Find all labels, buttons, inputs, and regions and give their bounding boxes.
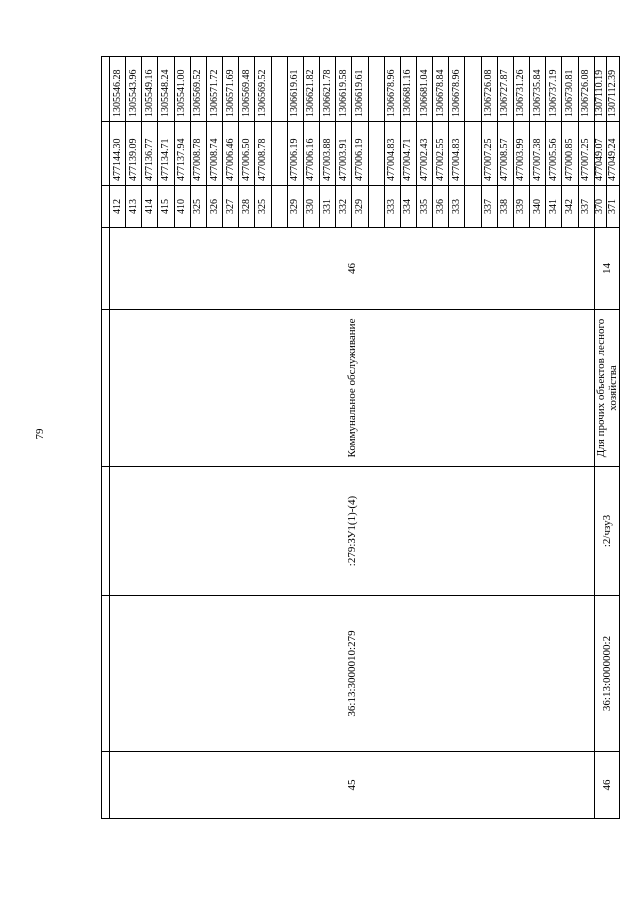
coordinate-x-cell: 477008.78 xyxy=(255,122,271,186)
point-number-cell: 329 xyxy=(352,186,368,228)
point-number-cell: 341 xyxy=(546,186,562,228)
stub-cell xyxy=(102,57,110,122)
coordinate-x-cell: 477049.07 xyxy=(594,122,607,186)
stub-cell xyxy=(102,186,110,228)
point-number-cell: 333 xyxy=(384,186,400,228)
point-number-cell: 412 xyxy=(110,186,126,228)
area-cell: 14 xyxy=(594,228,619,310)
coordinate-x-cell: 477006.50 xyxy=(239,122,255,186)
coordinate-y-cell: 1306621.78 xyxy=(320,57,336,122)
page-number: 79 xyxy=(34,428,46,440)
point-number-cell: 329 xyxy=(287,186,303,228)
coordinate-x-cell: 477006.19 xyxy=(352,122,368,186)
point-number-cell: 337 xyxy=(481,186,497,228)
coordinate-y-cell: 1305549.16 xyxy=(142,57,158,122)
coordinates-table-container xyxy=(101,57,619,819)
coordinate-x-cell: 477007.38 xyxy=(530,122,546,186)
point-number-cell: 333 xyxy=(449,186,465,228)
coordinate-x-cell xyxy=(368,122,384,186)
point-number-cell: 340 xyxy=(530,186,546,228)
point-number-cell: 342 xyxy=(562,186,578,228)
coordinate-x-cell: 477000.85 xyxy=(562,122,578,186)
coordinate-x-cell: 477008.74 xyxy=(206,122,222,186)
coordinate-x-cell: 477136.77 xyxy=(142,122,158,186)
coordinate-x-cell: 477137.94 xyxy=(174,122,190,186)
coordinate-y-cell: 1306727.87 xyxy=(497,57,513,122)
stub-cell xyxy=(102,467,110,596)
point-number-cell: 331 xyxy=(320,186,336,228)
coordinate-x-cell: 477139.09 xyxy=(126,122,142,186)
coordinate-y-cell: 1306621.82 xyxy=(303,57,319,122)
point-number-cell xyxy=(271,186,287,228)
coordinate-y-cell: 1306731.26 xyxy=(513,57,529,122)
coordinate-x-cell: 477008.78 xyxy=(190,122,206,186)
land-plot-designation-cell: :279:ЗУ1(1)-(4) xyxy=(110,467,595,596)
coordinate-y-cell: 1305541.00 xyxy=(174,57,190,122)
coordinate-x-cell: 477002.43 xyxy=(416,122,432,186)
point-number-cell: 370 xyxy=(594,186,607,228)
coordinate-y-cell: 1306569.48 xyxy=(239,57,255,122)
point-number-cell: 325 xyxy=(190,186,206,228)
stub-cell xyxy=(102,752,110,819)
stub-cell xyxy=(102,596,110,752)
point-number-cell: 328 xyxy=(239,186,255,228)
coordinate-y-cell: 1307110.19 xyxy=(594,57,607,122)
coordinate-x-cell xyxy=(271,122,287,186)
coordinate-x-cell: 477005.56 xyxy=(546,122,562,186)
coordinate-y-cell: 1306681.04 xyxy=(416,57,432,122)
cadastral-number-cell: 36:13:0000000:2 xyxy=(594,596,619,752)
point-number-cell: 334 xyxy=(400,186,416,228)
point-number-cell: 330 xyxy=(303,186,319,228)
land-plot-designation-cell: :2/чзу3 xyxy=(594,467,619,596)
coordinate-y-cell: 1306681.16 xyxy=(400,57,416,122)
coordinate-y-cell: 1305548.24 xyxy=(158,57,174,122)
coordinate-y-cell: 1306730.81 xyxy=(562,57,578,122)
point-number-cell xyxy=(465,186,481,228)
coordinate-x-cell: 477144.30 xyxy=(110,122,126,186)
coordinate-y-cell: 1306735.84 xyxy=(530,57,546,122)
coordinate-x-cell: 477004.83 xyxy=(449,122,465,186)
cadastral-number-cell: 36:13:3000010:279 xyxy=(110,596,595,752)
point-number-cell: 332 xyxy=(336,186,352,228)
coordinate-x-cell: 477003.99 xyxy=(513,122,529,186)
point-number-cell: 414 xyxy=(142,186,158,228)
point-number-cell: 336 xyxy=(433,186,449,228)
point-number-cell: 415 xyxy=(158,186,174,228)
coordinate-x-cell: 477003.88 xyxy=(320,122,336,186)
coordinate-y-cell: 1306726.08 xyxy=(481,57,497,122)
stub-cell xyxy=(102,122,110,186)
permitted-use-cell: Для прочих объектов лесного хозяйства xyxy=(594,310,619,467)
table-body xyxy=(102,57,620,819)
coordinate-x-cell: 477004.71 xyxy=(400,122,416,186)
point-number-cell: 325 xyxy=(255,186,271,228)
coordinate-x-cell: 477006.19 xyxy=(287,122,303,186)
coordinate-x-cell: 477006.46 xyxy=(223,122,239,186)
coordinate-y-cell: 1306619.61 xyxy=(352,57,368,122)
point-number-cell xyxy=(368,186,384,228)
coordinate-x-cell: 477002.55 xyxy=(433,122,449,186)
coordinate-y-cell: 1306569.52 xyxy=(255,57,271,122)
point-number-cell: 371 xyxy=(607,186,620,228)
coordinate-y-cell: 1306678.96 xyxy=(384,57,400,122)
coordinate-y-cell xyxy=(368,57,384,122)
point-number-cell: 339 xyxy=(513,186,529,228)
coordinate-y-cell: 1306737.19 xyxy=(546,57,562,122)
coordinate-x-cell xyxy=(465,122,481,186)
coordinate-y-cell: 1305543.96 xyxy=(126,57,142,122)
coordinate-x-cell: 477008.57 xyxy=(497,122,513,186)
point-number-cell: 326 xyxy=(206,186,222,228)
point-number-cell: 335 xyxy=(416,186,432,228)
coordinate-y-cell: 1306726.08 xyxy=(578,57,594,122)
stub-cell xyxy=(102,228,110,310)
coordinate-y-cell: 1306619.58 xyxy=(336,57,352,122)
coordinate-y-cell: 1306571.69 xyxy=(223,57,239,122)
coordinate-x-cell: 477134.71 xyxy=(158,122,174,186)
coordinate-x-cell: 477007.25 xyxy=(481,122,497,186)
table-row xyxy=(110,57,126,819)
stub-cell xyxy=(102,310,110,467)
point-number-cell: 327 xyxy=(223,186,239,228)
coordinate-y-cell xyxy=(271,57,287,122)
coordinates-table xyxy=(101,56,620,819)
permitted-use-cell: Коммунальное обслуживание xyxy=(110,310,595,467)
coordinates-table-rotated xyxy=(101,57,619,819)
point-number-cell: 410 xyxy=(174,186,190,228)
coordinate-x-cell: 477007.25 xyxy=(578,122,594,186)
point-number-cell: 337 xyxy=(578,186,594,228)
coordinate-y-cell: 1306571.72 xyxy=(206,57,222,122)
coordinate-x-cell: 477006.16 xyxy=(303,122,319,186)
coordinate-x-cell: 477004.83 xyxy=(384,122,400,186)
entry-number-cell: 46 xyxy=(594,752,619,819)
table-row xyxy=(594,57,607,819)
point-number-cell: 413 xyxy=(126,186,142,228)
coordinate-y-cell: 1306678.84 xyxy=(433,57,449,122)
coordinate-y-cell xyxy=(465,57,481,122)
area-cell: 46 xyxy=(110,228,595,310)
entry-number-cell: 45 xyxy=(110,752,595,819)
coordinate-y-cell: 1306569.52 xyxy=(190,57,206,122)
coordinate-y-cell: 1306619.61 xyxy=(287,57,303,122)
coordinate-y-cell: 1305546.28 xyxy=(110,57,126,122)
coordinate-y-cell: 1306678.96 xyxy=(449,57,465,122)
table-row-stub xyxy=(102,57,110,819)
coordinate-y-cell: 1307112.39 xyxy=(607,57,620,122)
coordinate-x-cell: 477049.24 xyxy=(607,122,620,186)
coordinate-x-cell: 477003.91 xyxy=(336,122,352,186)
point-number-cell: 338 xyxy=(497,186,513,228)
